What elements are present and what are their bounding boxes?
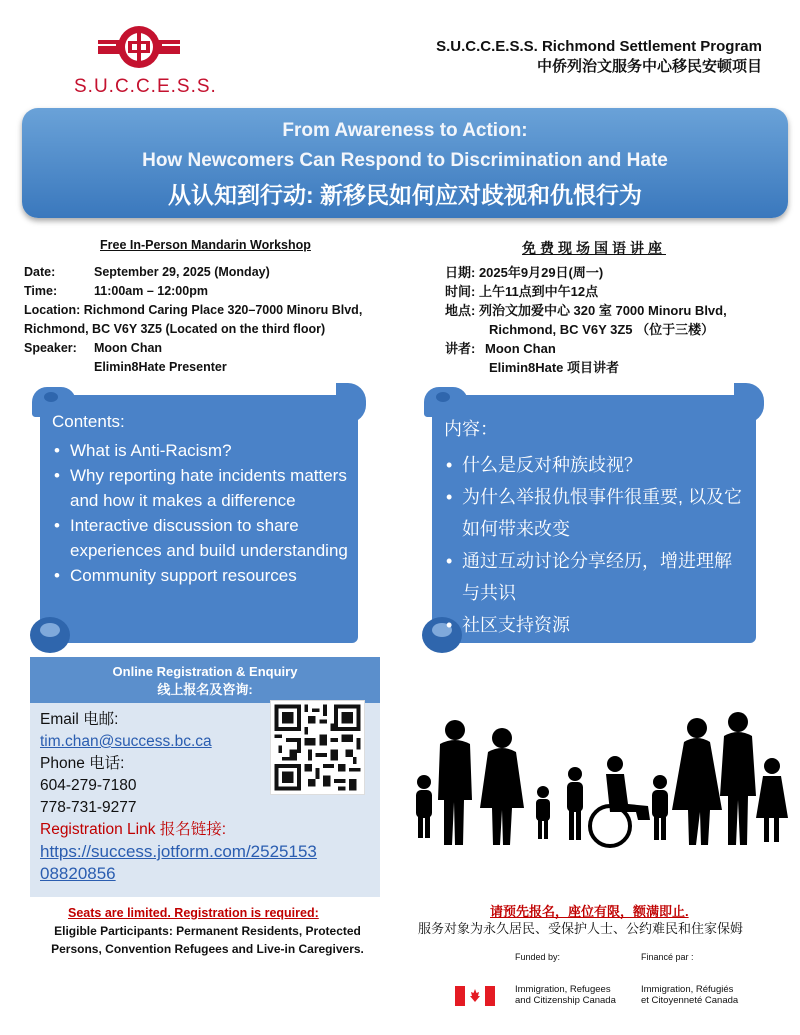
location-zh-2: Richmond, BC V6Y 3Z5 （位于三楼） [489,322,715,337]
registration-header-zh: 线上报名及咨询: [157,682,253,697]
registration-link-label: Registration Link 报名链接: [40,821,227,838]
eligibility-line-1: Eligible Participants: Permanent Residents, Protected [54,924,361,938]
dept-name-en-2: and Citizenship Canada [515,995,616,1006]
speaker-role-zh: Elimin8Hate 项目讲者 [489,360,620,375]
registration-header [30,657,380,703]
dept-name-fr-1: Immigration, Réfugiés [641,984,734,995]
registration-link-line-1[interactable]: https://success.jotform.com/2525153 [40,842,317,861]
success-logo [74,22,217,102]
time-value: 11:00am – 12:00pm [94,284,208,298]
logo-text: S.U.C.C.E.S.S. [74,76,217,97]
seats-notice-zh: 请预先报名，座位有限，额满即止. [490,904,689,919]
funded-by-fr: Financé par : [641,952,694,962]
dept-name-en-1: Immigration, Refugees [515,984,611,995]
title-line-1: From Awareness to Action: [282,120,528,141]
eligibility-en [30,922,385,958]
funding-credit [455,952,755,1016]
list-item: • Community support resources [52,563,350,588]
dept-name-fr [641,984,738,1006]
funded-by-en: Funded by: [515,952,561,962]
speaker-name-zh: Moon Chan [485,341,556,356]
contents-panel-en [40,395,358,643]
email-link[interactable]: tim.chan@success.bc.ca [40,733,212,750]
list-item: • Interactive discussion to share experiences and build understanding [52,513,350,563]
title-line-2: How Newcomers Can Respond to Discrimination and Hate [142,150,668,171]
registration-header-en: Online Registration & Enquiry [112,664,298,679]
workshop-details-zh [445,263,795,377]
location-value-1: Richmond Caring Place 320–7000 Minoru Blvd, [83,303,363,317]
program-name-zh: 中侨列治文服务中心移民安顿项目 [536,58,762,75]
qr-code-icon[interactable] [270,700,365,795]
dept-name-fr-2: et Citoyenneté Canada [641,995,739,1006]
speaker-label: Speaker: [24,341,77,355]
eligibility-line-2: Persons, Convention Refugees and Live-in Caregivers. [51,942,364,956]
phone-1[interactable]: 604-279-7180 [40,777,137,794]
location-zh-1: 地点: 列治文加爱中心 320 室 7000 Minoru Blvd, [445,303,727,318]
date-zh: 日期: 2025年9月29日(周一) [445,265,604,280]
title-line-zh: 从认知到行动: 新移民如何应对歧视和仇恨行为 [167,182,643,208]
contents-heading-en: Contents: [52,412,125,431]
time-label: Time: [24,284,58,298]
list-item: • 社区支持资源 [444,609,748,641]
contents-heading-zh: 内容： [444,419,498,439]
date-label: Date: [24,265,56,279]
date-value: September 29, 2025 (Monday) [94,265,270,279]
canada-flag-icon [455,986,495,1006]
speaker-label-zh: 讲者: [445,341,476,356]
scroll-curl [30,617,70,653]
title-banner [22,108,788,218]
list-item: • 为什么举报仇恨事件很重要, 以及它如何带来改变 [444,481,748,545]
list-item: • Why reporting hate incidents matters and how it makes a difference [52,463,350,513]
workshop-details-en [24,263,424,377]
speaker-name: Moon Chan [94,341,163,355]
phone-label: Phone 电话: [40,755,125,772]
registration-link-line-2[interactable]: 08820856 [40,864,116,883]
workshop-title-en: Free In-Person Mandarin Workshop [100,238,311,252]
contents-panel-zh [432,395,756,643]
registration-link[interactable] [40,841,317,885]
time-zh: 时间: 上午11点到中午12点 [445,284,599,299]
email-label: Email 电邮: [40,711,119,728]
speaker-role: Elimin8Hate Presenter [94,360,227,374]
program-name [436,37,762,77]
list-item: • What is Anti-Racism? [52,438,350,463]
workshop-title-zh: 免费现场国语讲座 [522,240,666,256]
program-name-en: S.U.C.C.E.S.S. Richmond Settlement Program [436,38,762,55]
location-label: Location: [24,303,81,317]
list-item: • 通过互动讨论分享经历，增进理解与共识 [444,545,748,609]
phone-2[interactable]: 778-731-9277 [40,799,137,816]
dept-name-en [515,984,616,1006]
list-item: • 什么是反对种族歧视？ [444,449,748,481]
contents-list-en [52,438,350,588]
location-value-2: Richmond, BC V6Y 3Z5 (Located on the third floor) [24,322,326,336]
eligibility-zh: 服务对象为永久居民、受保护人士、公约难民和住家保姆 [418,921,744,936]
family-silhouette-icon [410,700,790,850]
contents-list-zh [444,449,748,641]
success-logo-icon [98,22,180,72]
seats-notice-en: Seats are limited. Registration is required: [68,906,319,920]
